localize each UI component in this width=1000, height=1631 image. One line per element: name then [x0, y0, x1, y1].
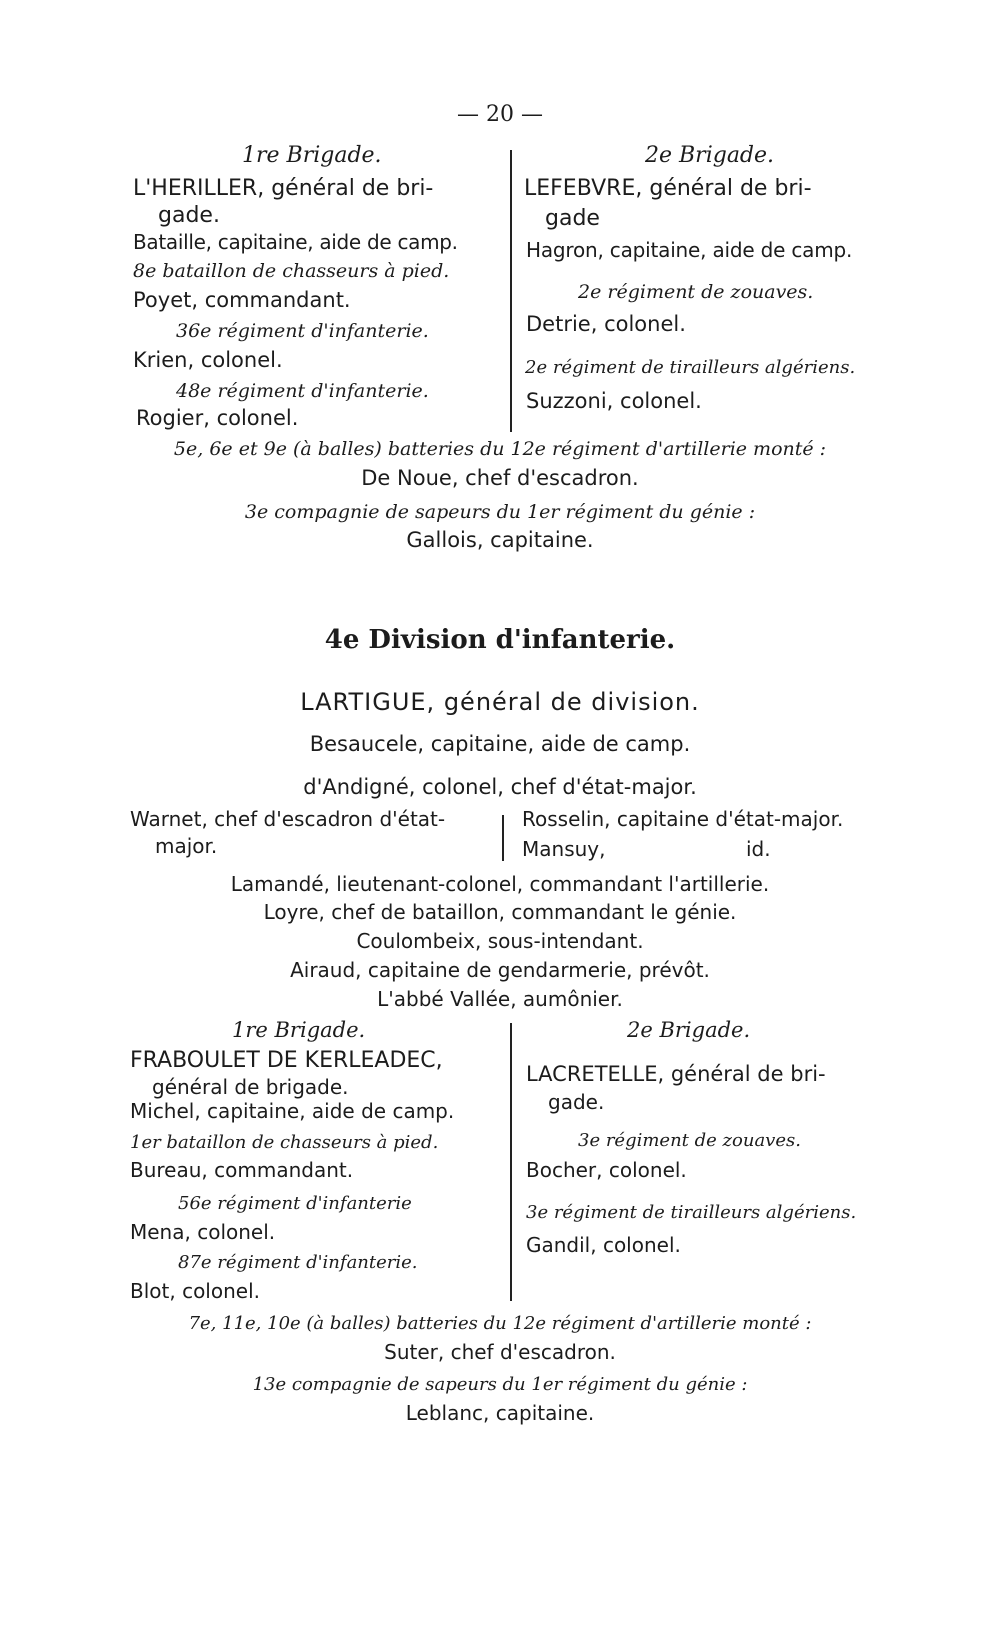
brigade-4-unit-1: 3e régiment de zouaves. [578, 1130, 801, 1151]
brigade-4-unit-2: 3e régiment de tirailleurs algériens. [526, 1202, 857, 1223]
brigade-2-unit-2: 2e régiment de tirailleurs algériens. [525, 357, 856, 378]
artillery-line-bottom: 7e, 11e, 10e (à balles) batteries du 12e régiment d'artillerie monté : [188, 1313, 812, 1334]
engineers-chief-bottom: Leblanc, capitaine. [405, 1401, 595, 1425]
brigade-4-general-cont: gade. [548, 1090, 605, 1114]
brigade-4-heading: 2e Brigade. [627, 1018, 751, 1042]
staff-right-2-id: id. [746, 837, 771, 861]
chaplain: L'abbé Vallée, aumônier. [377, 987, 623, 1011]
brigade-3-commander-1: Bureau, commandant. [130, 1158, 354, 1182]
brigade-1-heading: 1re Brigade. [242, 143, 382, 168]
brigade-1-general-cont: gade. [158, 203, 220, 228]
staff-right-2: Mansuy, [522, 837, 606, 861]
brigade-3-unit-1: 1er bataillon de chasseurs à pied. [130, 1132, 439, 1153]
artillery-chief-top: De Noue, chef d'escadron. [361, 466, 639, 490]
brigade-2-aide: Hagron, capitaine, aide de camp. [526, 238, 853, 262]
brigade-3-general-cont: général de brigade. [152, 1075, 349, 1099]
brigade-4-commander-1: Bocher, colonel. [526, 1158, 687, 1182]
brigade-3-aide: Michel, capitaine, aide de camp. [130, 1099, 455, 1123]
division-chief-of-staff: d'Andigné, colonel, chef d'état-major. [303, 775, 697, 799]
brigade-3-unit-3: 87e régiment d'infanterie. [178, 1252, 418, 1273]
brigade-2-general-cont: gade [545, 206, 600, 231]
engineers-chief-top: Gallois, capitaine. [406, 528, 594, 552]
column-divider-top [510, 150, 512, 432]
brigade-1-general: L'HERILLER, général de bri- [133, 176, 434, 201]
brigade-1-unit-2: 36e régiment d'infanterie. [176, 320, 429, 342]
staff-right-1: Rosselin, capitaine d'état-major. [522, 807, 844, 831]
page-number: — 20 — [457, 102, 543, 127]
column-divider-bottom [510, 1023, 512, 1301]
column-divider-staff [502, 815, 504, 861]
brigade-3-general: FRABOULET DE KERLEADEC, [130, 1048, 443, 1073]
brigade-1-aide: Bataille, capitaine, aide de camp. [133, 230, 458, 254]
brigade-4-general: LACRETELLE, général de bri- [526, 1062, 826, 1086]
brigade-3-unit-2: 56e régiment d'infanterie [178, 1193, 412, 1214]
brigade-3-heading: 1re Brigade. [232, 1018, 366, 1042]
provost: Airaud, capitaine de gendarmerie, prévôt. [290, 958, 710, 982]
artillery-chief-bottom: Suter, chef d'escadron. [384, 1340, 616, 1364]
brigade-3-commander-2: Mena, colonel. [130, 1220, 276, 1244]
brigade-2-heading: 2e Brigade. [645, 143, 775, 168]
staff-left-1: Warnet, chef d'escadron d'état- [130, 807, 446, 831]
brigade-1-unit-1: 8e bataillon de chasseurs à pied. [133, 260, 450, 282]
brigade-2-general: LEFEBVRE, général de bri- [524, 176, 812, 201]
division-aide: Besaucele, capitaine, aide de camp. [309, 732, 691, 756]
genie-commander: Loyre, chef de bataillon, commandant le génie. [263, 900, 737, 924]
brigade-1-commander-1: Poyet, commandant. [133, 288, 351, 312]
brigade-2-commander-1: Detrie, colonel. [526, 312, 686, 336]
artillery-line-top: 5e, 6e et 9e (à balles) batteries du 12e régiment d'artillerie monté : [173, 438, 827, 460]
brigade-1-commander-2: Krien, colonel. [133, 348, 283, 372]
staff-left-2: major. [155, 834, 218, 858]
brigade-1-unit-3: 48e régiment d'infanterie. [176, 380, 429, 402]
division-title: 4e Division d'infanterie. [324, 625, 676, 655]
brigade-1-commander-3: Rogier, colonel. [136, 406, 299, 430]
engineers-line-bottom: 13e compagnie de sapeurs du 1er régiment du génie : [252, 1374, 748, 1395]
brigade-3-commander-3: Blot, colonel. [130, 1279, 260, 1303]
division-general: LARTIGUE, général de division. [300, 688, 700, 716]
artillery-commander: Lamandé, lieutenant-colonel, commandant l'artillerie. [230, 872, 770, 896]
brigade-2-unit-1: 2e régiment de zouaves. [578, 281, 814, 303]
brigade-4-commander-2: Gandil, colonel. [526, 1233, 681, 1257]
intendant: Coulombeix, sous-intendant. [356, 929, 644, 953]
engineers-line-top: 3e compagnie de sapeurs du 1er régiment du génie : [244, 501, 756, 523]
brigade-2-commander-2: Suzzoni, colonel. [526, 389, 702, 413]
